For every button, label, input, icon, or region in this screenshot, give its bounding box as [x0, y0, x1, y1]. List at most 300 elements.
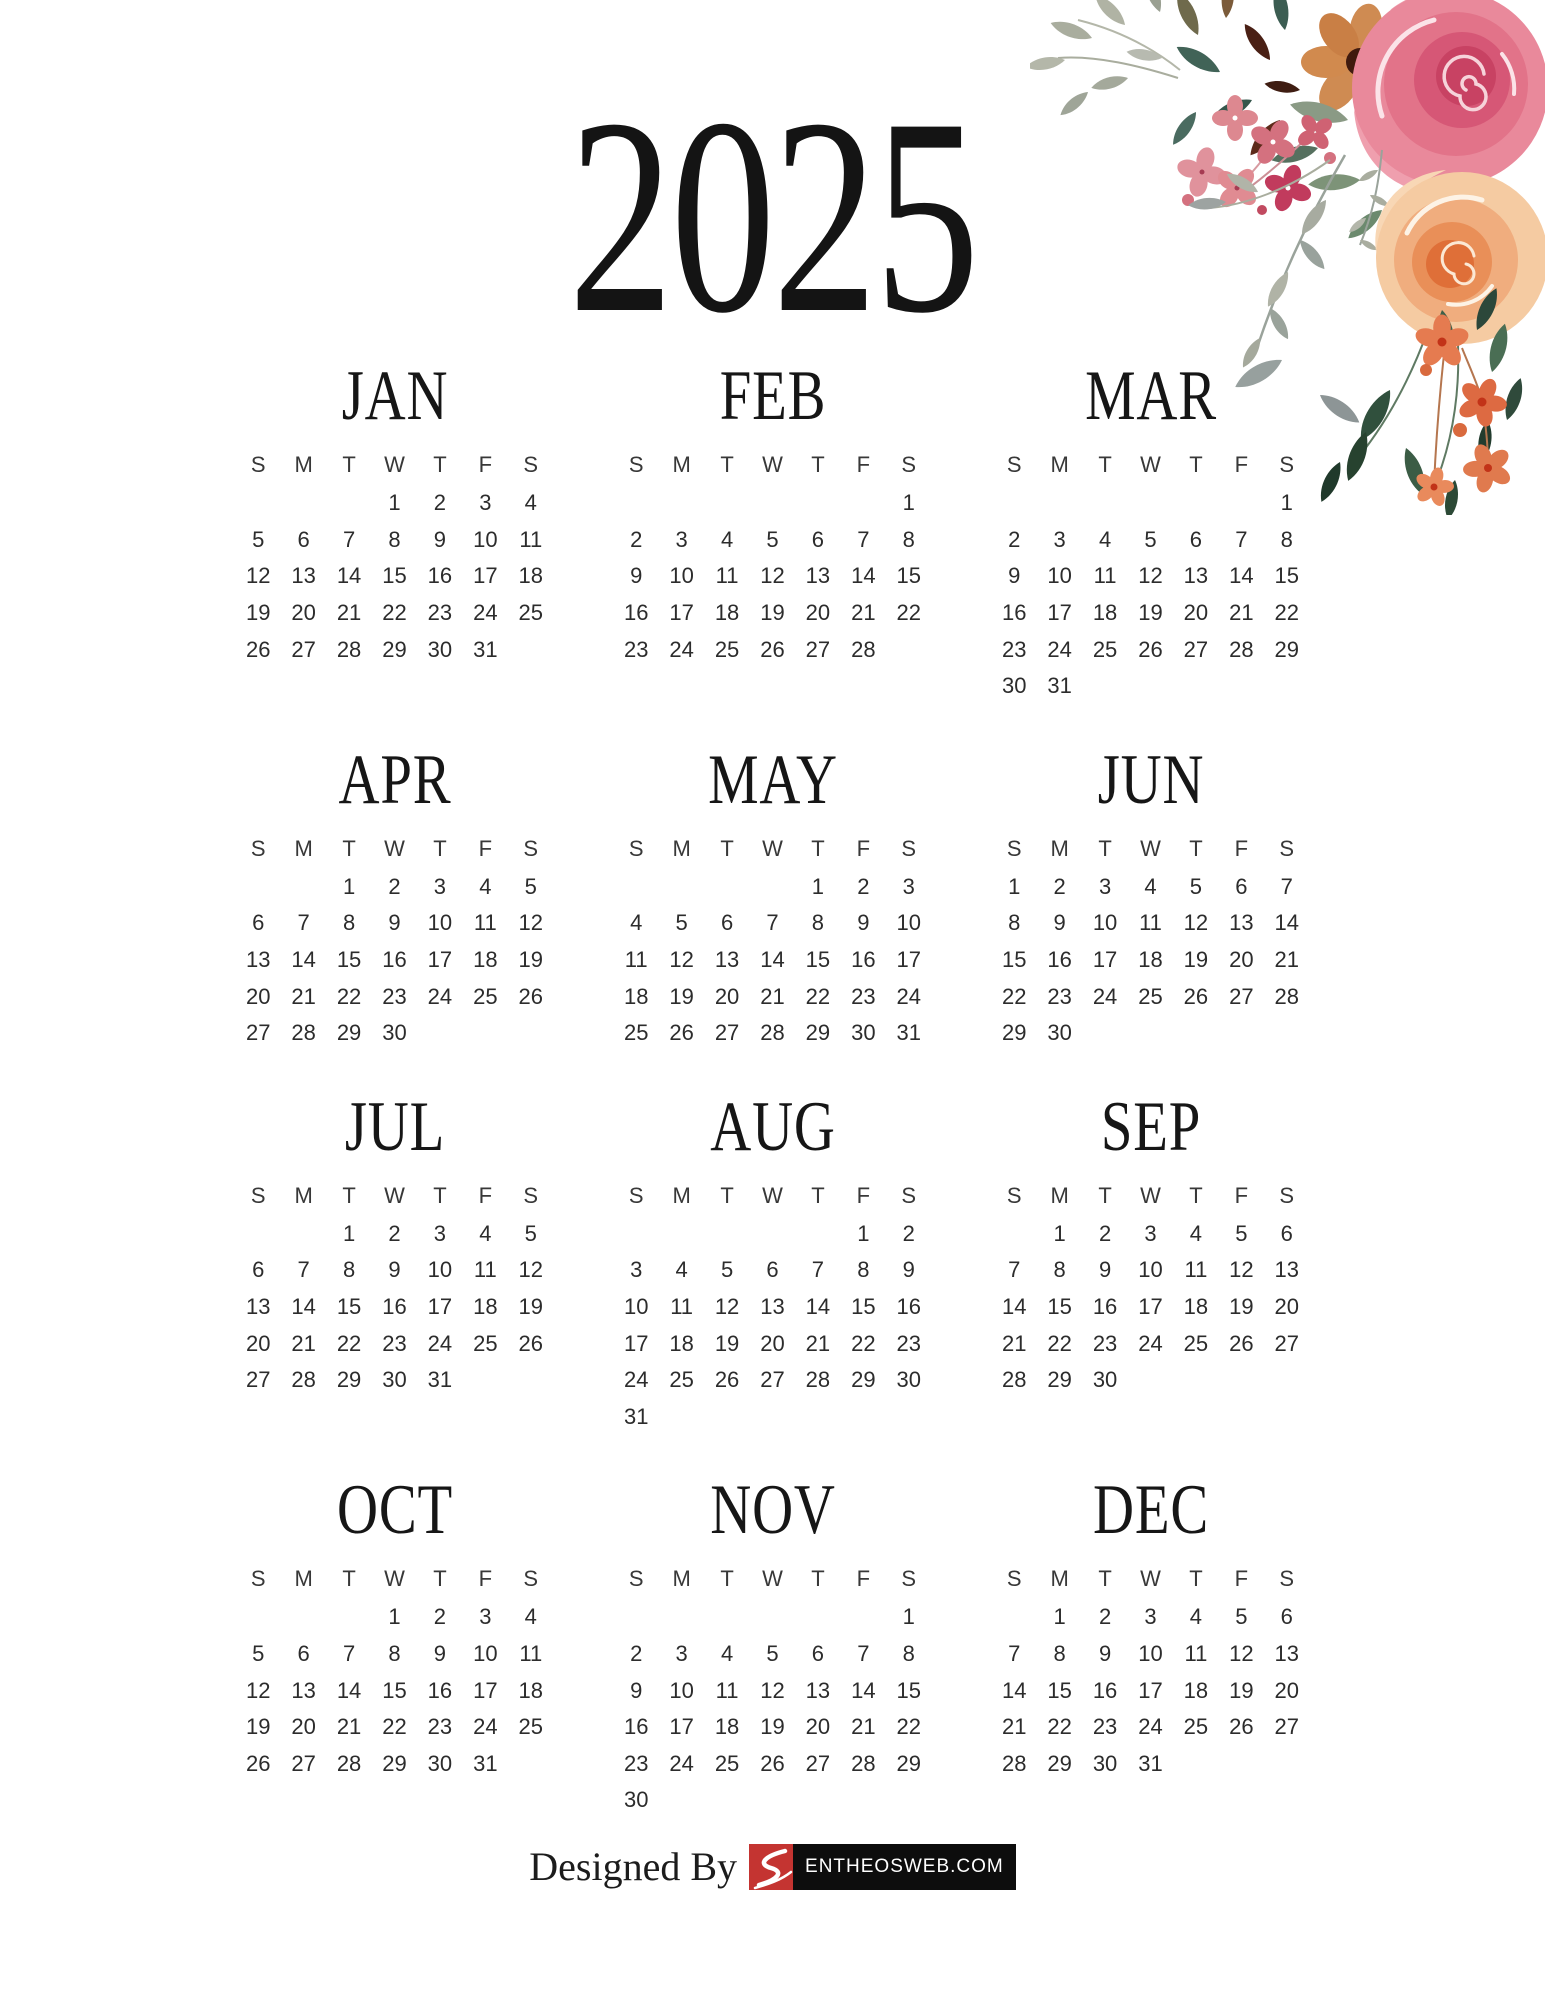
day-cell: 30 [1092, 1367, 1118, 1393]
day-cell: 3 [479, 490, 492, 516]
weekday-letter: S [901, 1566, 917, 1592]
day-cell: 6 [720, 910, 734, 936]
day-cell: 24 [1047, 636, 1072, 662]
day-cell: 13 [291, 1677, 316, 1703]
weekday-letter: S [523, 835, 539, 861]
day-cell: 13 [760, 1294, 785, 1320]
day-cell: 9 [1098, 1257, 1112, 1283]
month-apr [236, 740, 554, 1052]
dates-grid [992, 1216, 1310, 1399]
dates-grid [992, 485, 1310, 705]
weekday-letter: W [384, 452, 405, 477]
day-cell: 7 [811, 1257, 825, 1283]
day-cell: 24 [473, 1714, 498, 1740]
day-cell: 30 [851, 1020, 876, 1046]
day-cell: 21 [760, 983, 785, 1009]
weekday-letter: M [1050, 1566, 1069, 1592]
day-cell: 16 [1047, 947, 1072, 973]
day-cell: 12 [714, 1294, 740, 1320]
day-cell: 3 [479, 1604, 492, 1630]
day-cell: 19 [1229, 1294, 1254, 1320]
day-cell: 2 [630, 1640, 643, 1666]
day-cell: 23 [382, 983, 407, 1009]
day-cell: 30 [382, 1367, 407, 1393]
day-cell: 10 [1138, 1257, 1163, 1283]
logo-swoosh-icon [749, 1844, 793, 1890]
day-cell: 18 [714, 1714, 740, 1740]
day-cell: 4 [720, 1640, 734, 1666]
day-cell: 22 [336, 983, 362, 1009]
day-cell: 3 [1144, 1220, 1157, 1246]
weekday-letter: W [1140, 835, 1161, 861]
day-cell: 1 [388, 490, 401, 516]
weekday-letter: T [342, 835, 356, 861]
day-cell: 15 [1001, 947, 1027, 973]
day-cell: 3 [1053, 526, 1066, 552]
weekday-letter: W [762, 1182, 783, 1208]
dates-grid [236, 1599, 554, 1782]
month-mar [992, 357, 1310, 705]
day-cell: 7 [297, 910, 310, 936]
day-cell: 29 [1001, 1020, 1027, 1046]
day-cell: 11 [1139, 910, 1162, 936]
weekday-letter: S [250, 452, 266, 477]
weekday-letter: T [1098, 1182, 1112, 1208]
weekday-letter: T [1098, 452, 1112, 477]
peach-rose [1375, 170, 1545, 344]
day-cell: 12 [1229, 1257, 1254, 1283]
weekday-header [614, 1183, 932, 1207]
day-cell: 28 [336, 1750, 362, 1776]
day-cell: 1 [342, 873, 356, 899]
day-cell: 11 [473, 910, 497, 936]
dates-grid [236, 869, 554, 1052]
day-cell: 22 [805, 983, 831, 1009]
weekday-letter: S [901, 835, 917, 861]
month-title: JUL [344, 1087, 445, 1166]
day-cell: 27 [760, 1367, 785, 1393]
day-cell: 5 [252, 1640, 265, 1666]
day-cell: 23 [1092, 1714, 1118, 1740]
day-cell: 10 [669, 563, 694, 589]
day-cell: 6 [297, 1640, 310, 1666]
day-cell: 5 [524, 1220, 537, 1246]
day-cell: 30 [1092, 1750, 1118, 1776]
weekday-letter: M [294, 452, 313, 477]
day-cell: 17 [1138, 1294, 1163, 1320]
day-cell: 11 [519, 526, 543, 552]
day-cell: 24 [896, 983, 922, 1009]
day-cell: 31 [427, 1367, 453, 1393]
day-cell: 23 [427, 1714, 453, 1740]
day-cell: 13 [1183, 563, 1209, 589]
month-title: SEP [1100, 1087, 1201, 1166]
day-cell: 20 [805, 600, 831, 626]
day-cell: 4 [524, 1604, 537, 1630]
weekday-letter: M [672, 1566, 691, 1592]
day-cell: 18 [518, 1677, 544, 1703]
day-cell: 20 [760, 1330, 785, 1356]
weekday-header [992, 1566, 1310, 1590]
weekday-letter: F [478, 1182, 493, 1208]
day-cell: 27 [291, 636, 316, 662]
month-sep [992, 1087, 1310, 1399]
day-cell: 18 [473, 947, 498, 973]
day-cell: 9 [1098, 1640, 1112, 1666]
weekday-header [614, 1566, 932, 1590]
day-cell: 9 [902, 1257, 915, 1283]
month-dec [992, 1471, 1310, 1782]
day-cell: 7 [1008, 1640, 1021, 1666]
day-cell: 22 [896, 1714, 922, 1740]
day-cell: 2 [857, 873, 870, 899]
day-cell: 4 [1144, 873, 1157, 899]
day-cell: 24 [427, 1330, 453, 1356]
day-cell: 26 [1183, 983, 1209, 1009]
day-cell: 19 [760, 600, 785, 626]
day-cell: 26 [760, 1750, 785, 1776]
day-cell: 29 [1047, 1750, 1072, 1776]
weekday-letter: W [384, 835, 405, 861]
day-cell: 22 [1274, 600, 1300, 626]
day-cell: 12 [669, 947, 694, 973]
day-cell: 11 [715, 1677, 739, 1703]
weekday-letter: S [901, 1182, 917, 1208]
day-cell: 16 [1092, 1677, 1118, 1703]
day-cell: 29 [382, 636, 407, 662]
day-cell: 12 [245, 563, 271, 589]
weekday-letter: T [811, 835, 825, 861]
day-cell: 30 [896, 1367, 922, 1393]
day-cell: 30 [427, 1750, 453, 1776]
day-cell: 12 [1138, 563, 1163, 589]
day-cell: 25 [518, 1714, 544, 1740]
day-cell: 17 [473, 1677, 498, 1703]
day-cell: 14 [291, 1294, 316, 1320]
day-cell: 22 [382, 1714, 407, 1740]
month-jul [236, 1087, 554, 1399]
day-cell: 2 [630, 526, 643, 552]
day-cell: 11 [1184, 1640, 1208, 1666]
day-cell: 13 [805, 563, 831, 589]
weekday-letter: S [250, 835, 266, 861]
day-cell: 2 [1053, 873, 1066, 899]
day-cell: 29 [336, 1367, 362, 1393]
day-cell: 7 [857, 526, 870, 552]
weekday-header [614, 452, 932, 476]
day-cell: 17 [669, 600, 694, 626]
day-cell: 1 [1280, 490, 1293, 516]
day-cell: 15 [851, 1294, 876, 1320]
day-cell: 9 [388, 1257, 401, 1283]
day-cell: 28 [291, 1367, 316, 1393]
day-cell: 20 [1274, 1294, 1300, 1320]
dates-grid [236, 485, 554, 668]
day-cell: 5 [1144, 526, 1157, 552]
day-cell: 13 [1229, 910, 1254, 936]
day-cell: 30 [1047, 1020, 1072, 1046]
day-cell: 18 [714, 600, 740, 626]
day-cell: 31 [473, 1750, 498, 1776]
weekday-letter: T [342, 452, 356, 477]
day-cell: 31 [1047, 673, 1072, 699]
day-cell: 30 [427, 636, 453, 662]
day-cell: 6 [811, 1640, 825, 1666]
day-cell: 13 [714, 947, 740, 973]
day-cell: 11 [624, 947, 648, 973]
day-cell: 17 [1138, 1677, 1163, 1703]
day-cell: 8 [811, 910, 825, 936]
day-cell: 23 [427, 600, 453, 626]
day-cell: 14 [1229, 563, 1254, 589]
day-cell: 21 [336, 600, 362, 626]
weekday-letter: M [294, 1182, 313, 1208]
day-cell: 14 [1001, 1294, 1027, 1320]
day-cell: 31 [896, 1020, 922, 1046]
day-cell: 23 [851, 983, 876, 1009]
weekday-letter: S [1006, 452, 1022, 477]
day-cell: 26 [1229, 1330, 1254, 1356]
day-cell: 16 [382, 1294, 407, 1320]
weekday-letter: S [628, 1566, 644, 1592]
day-cell: 17 [427, 1294, 453, 1320]
day-cell: 18 [1138, 947, 1163, 973]
weekday-letter: W [1140, 452, 1161, 477]
weekday-letter: T [1098, 835, 1112, 861]
weekday-letter: M [672, 452, 691, 477]
day-cell: 13 [805, 1677, 831, 1703]
day-cell: 21 [291, 1330, 316, 1356]
day-cell: 23 [623, 636, 649, 662]
day-cell: 28 [1001, 1367, 1027, 1393]
day-cell: 9 [1008, 563, 1021, 589]
month-title: NOV [709, 1471, 836, 1550]
day-cell: 4 [524, 490, 537, 516]
month-title: MAR [1084, 357, 1217, 435]
day-cell: 19 [518, 947, 544, 973]
day-cell: 6 [1189, 526, 1203, 552]
day-cell: 17 [669, 1714, 694, 1740]
weekday-letter: S [1006, 835, 1022, 861]
day-cell: 10 [473, 526, 498, 552]
weekday-letter: M [294, 1566, 313, 1592]
day-cell: 18 [1183, 1677, 1209, 1703]
day-cell: 9 [1053, 910, 1066, 936]
weekday-letter: S [523, 1182, 539, 1208]
day-cell: 5 [1189, 873, 1203, 899]
day-cell: 21 [1274, 947, 1300, 973]
weekday-letter: S [901, 452, 917, 477]
day-cell: 3 [433, 873, 447, 899]
day-cell: 24 [669, 636, 694, 662]
day-cell: 1 [388, 1604, 401, 1630]
footer [0, 1843, 1545, 1890]
weekday-letter: W [384, 1566, 405, 1592]
month-title: AUG [709, 1087, 836, 1166]
dates-grid [236, 1216, 554, 1399]
day-cell: 17 [896, 947, 922, 973]
weekday-letter: W [762, 452, 783, 477]
day-cell: 15 [1047, 1677, 1072, 1703]
weekday-letter: M [672, 1182, 691, 1208]
day-cell: 3 [675, 526, 688, 552]
day-cell: 27 [1183, 636, 1209, 662]
day-cell: 19 [518, 1294, 544, 1320]
weekday-letter: T [811, 1182, 825, 1208]
day-cell: 1 [902, 1604, 915, 1630]
month-may [614, 740, 932, 1052]
day-cell: 25 [1183, 1330, 1209, 1356]
day-cell: 14 [760, 947, 785, 973]
day-cell: 14 [291, 947, 316, 973]
day-cell: 3 [675, 1640, 688, 1666]
month-oct [236, 1471, 554, 1782]
day-cell: 8 [1053, 1257, 1066, 1283]
day-cell: 5 [252, 526, 265, 552]
day-cell: 6 [252, 1257, 265, 1283]
weekday-letter: F [856, 1182, 871, 1208]
weekday-letter: T [720, 1182, 734, 1208]
day-cell: 11 [519, 1640, 543, 1666]
day-cell: 13 [245, 1294, 271, 1320]
logo-domain-label: ENTHEOSWEB.COM [793, 1844, 1016, 1890]
day-cell: 25 [473, 983, 498, 1009]
weekday-letter: F [1234, 452, 1249, 477]
day-cell: 14 [336, 563, 362, 589]
weekday-letter: S [250, 1566, 266, 1592]
day-cell: 1 [811, 873, 825, 899]
day-cell: 20 [1229, 947, 1254, 973]
weekday-letter: M [294, 835, 313, 861]
day-cell: 1 [857, 1220, 870, 1246]
weekday-letter: M [672, 835, 691, 861]
day-cell: 29 [1047, 1367, 1072, 1393]
weekday-letter: M [1050, 452, 1069, 477]
day-cell: 6 [252, 910, 265, 936]
day-cell: 24 [1138, 1330, 1163, 1356]
dates-grid [614, 1216, 932, 1436]
day-cell: 8 [342, 910, 356, 936]
day-cell: 5 [766, 526, 779, 552]
weekday-header [992, 836, 1310, 860]
day-cell: 15 [896, 563, 922, 589]
day-cell: 16 [896, 1294, 922, 1320]
day-cell: 8 [1280, 526, 1293, 552]
day-cell: 16 [1092, 1294, 1118, 1320]
month-aug [614, 1087, 932, 1436]
day-cell: 28 [805, 1367, 831, 1393]
day-cell: 24 [669, 1750, 694, 1776]
weekday-letter: T [1189, 452, 1203, 477]
day-cell: 26 [245, 1750, 271, 1776]
day-cell: 6 [1235, 873, 1248, 899]
day-cell: 8 [342, 1257, 356, 1283]
day-cell: 16 [382, 947, 407, 973]
day-cell: 24 [1138, 1714, 1163, 1740]
day-cell: 8 [902, 526, 915, 552]
month-jan [236, 357, 554, 668]
weekday-letter: S [1006, 1182, 1022, 1208]
dates-grid [992, 1599, 1310, 1782]
weekday-header [236, 1566, 554, 1590]
weekday-letter: S [1279, 1566, 1295, 1592]
day-cell: 15 [336, 1294, 362, 1320]
dates-grid [614, 1599, 932, 1819]
weekday-letter: T [433, 452, 447, 477]
day-cell: 19 [1229, 1677, 1254, 1703]
day-cell: 3 [902, 873, 915, 899]
weekday-letter: F [1234, 1182, 1249, 1208]
day-cell: 25 [1183, 1714, 1209, 1740]
day-cell: 16 [427, 1677, 453, 1703]
weekday-letter: M [1050, 1182, 1069, 1208]
day-cell: 25 [518, 600, 544, 626]
day-cell: 19 [669, 983, 694, 1009]
day-cell: 16 [427, 563, 453, 589]
day-cell: 12 [760, 1677, 785, 1703]
day-cell: 6 [811, 526, 825, 552]
weekday-header [236, 836, 554, 860]
day-cell: 10 [623, 1294, 649, 1320]
day-cell: 27 [245, 1367, 271, 1393]
day-cell: 26 [245, 636, 271, 662]
day-cell: 27 [1229, 983, 1254, 1009]
day-cell: 23 [382, 1330, 407, 1356]
day-cell: 10 [473, 1640, 498, 1666]
day-cell: 26 [1229, 1714, 1254, 1740]
weekday-letter: S [523, 1566, 539, 1592]
weekday-letter: T [433, 835, 447, 861]
day-cell: 6 [1280, 1220, 1293, 1246]
day-cell: 17 [1047, 600, 1072, 626]
day-cell: 24 [473, 600, 498, 626]
day-cell: 30 [382, 1020, 407, 1046]
day-cell: 29 [805, 1020, 831, 1046]
day-cell: 5 [524, 873, 537, 899]
weekday-letter: F [1234, 835, 1249, 861]
weekday-letter: T [1189, 835, 1203, 861]
month-title: APR [338, 740, 451, 819]
month-title: MAY [707, 740, 838, 819]
day-cell: 23 [1001, 636, 1027, 662]
day-cell: 27 [291, 1750, 316, 1776]
month-title: DEC [1092, 1471, 1209, 1550]
day-cell: 18 [623, 983, 649, 1009]
day-cell: 3 [1144, 1604, 1157, 1630]
weekday-header [236, 452, 554, 476]
weekday-letter: T [811, 452, 825, 477]
day-cell: 28 [851, 636, 876, 662]
day-cell: 4 [479, 873, 492, 899]
day-cell: 25 [473, 1330, 498, 1356]
day-cell: 15 [1047, 1294, 1072, 1320]
weekday-letter: W [384, 1182, 405, 1208]
weekday-letter: T [433, 1566, 447, 1592]
day-cell: 30 [623, 1787, 649, 1813]
day-cell: 25 [1138, 983, 1163, 1009]
day-cell: 20 [805, 1714, 831, 1740]
day-cell: 2 [902, 1220, 915, 1246]
year-title: 2025 [568, 60, 977, 371]
day-cell: 4 [1189, 1220, 1203, 1246]
day-cell: 10 [1138, 1640, 1163, 1666]
day-cell: 25 [669, 1367, 694, 1393]
day-cell: 20 [291, 1714, 316, 1740]
day-cell: 15 [382, 563, 407, 589]
day-cell: 17 [473, 563, 498, 589]
weekday-letter: F [856, 835, 871, 861]
day-cell: 4 [1098, 526, 1112, 552]
